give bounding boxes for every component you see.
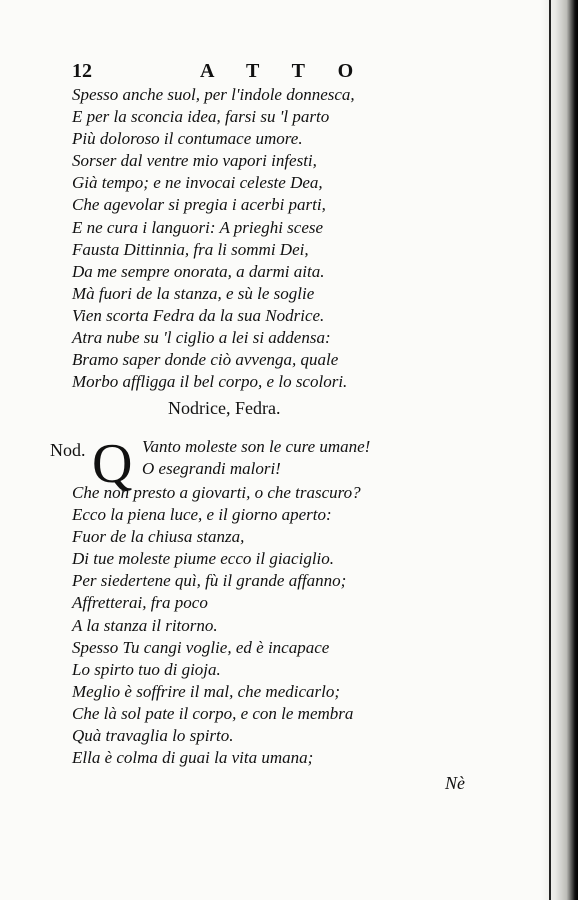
verse-line: Che là sol pate il corpo, e con le membra [72,703,354,723]
verse-line: E per la sconcia idea, farsi su 'l parto [72,107,330,127]
page-number: 12 [72,60,92,82]
page-header [72,60,372,86]
verse-line: Per siedertene quì, fù il grande affanno; [72,571,347,591]
verse-line: A la stanza il ritorno. [72,615,218,635]
verse-line: Fausta Dittinnia, fra li sommi Dei, [72,239,309,259]
drop-cap: Q [92,433,133,495]
catchword: Nè [445,773,465,793]
speaker-label: Nod. [50,440,86,460]
verse-block-1 [72,84,355,393]
verse-line: Atra nube su 'l ciglio a lei si addensa: [72,328,331,348]
verse-line: Morbo affligga il bel corpo, e lo scolori. [72,372,348,392]
scene-heading: Nodrice, Fedra. [168,398,281,418]
book-spine-shadow [540,0,578,900]
verse-line: O esegrandi malori! [142,459,281,478]
verse-line: Fuor de la chiusa stanza, [72,527,245,547]
verse-line: Sorser dal ventre mio vapori infesti, [72,151,317,171]
verse-line: Da me sempre onorata, a darmi aita. [72,261,325,281]
verse-line: Mà fuori de la stanza, e sù le soglie [72,283,315,303]
verse-line: Vanto moleste son le cure umane! [142,437,371,456]
verse-line: Che non presto a giovarti, o che trascuro? [72,483,361,502]
verse-line: Lo spirto tuo di gioja. [72,659,221,679]
verse-line: Più doloroso il contumace umore. [72,129,303,149]
verse-line: Affretterai, fra poco [72,593,208,613]
verse-line: Ecco la piena luce, e il giorno aperto: [72,505,332,525]
verse-line: Meglio è soffrire il mal, che medicarlo; [72,681,341,701]
verse-line: E ne cura i languori: A prieghi scese [72,217,324,237]
verse-line: Bramo saper donde ciò avvenga, quale [72,350,339,370]
verse-block-2 [72,482,361,769]
verse-line: Che agevolar si pregia i acerbi parti, [72,195,326,215]
running-head: A T T O [200,60,368,82]
verse-line: Quà travaglia lo spirto. [72,726,234,746]
verse-line: Di tue moleste piume ecco il giaciglio. [72,549,335,569]
verse-line: Vien scorta Fedra da la sua Nodrice. [72,305,325,325]
verse-line: Già tempo; e ne invocai celeste Dea, [72,173,323,193]
book-spine-edge [549,0,551,900]
verse-line: Spesso anche suol, per l'indole donnesca, [72,85,355,104]
verse-line: Ella è colma di guai la vita umana; [72,748,314,768]
verse-line: Spesso Tu cangi voglie, ed è incapace [72,637,330,657]
